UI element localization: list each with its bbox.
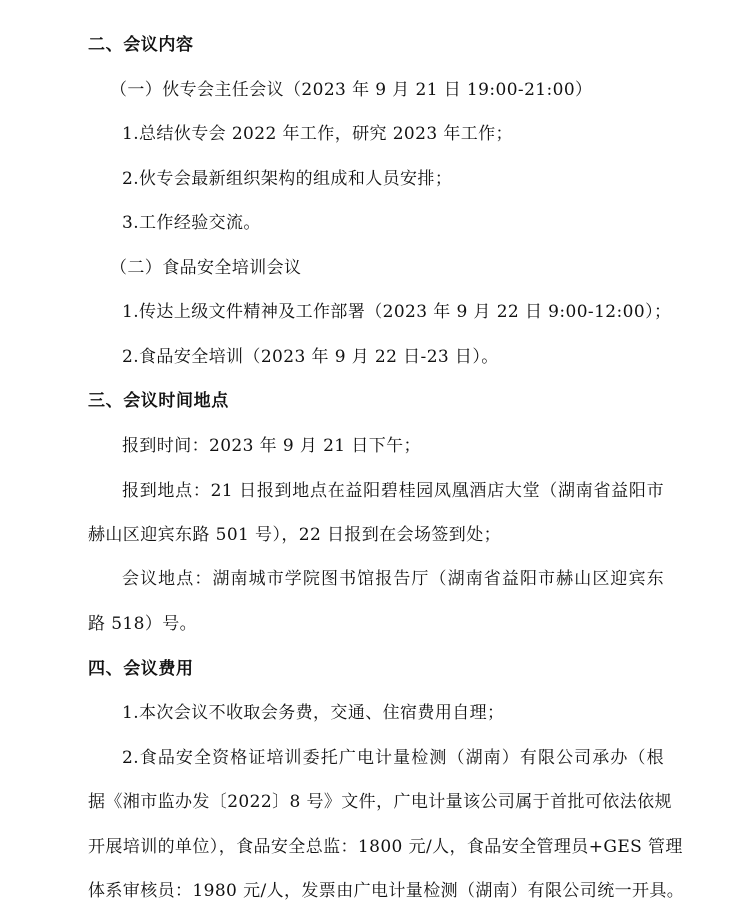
fee-item-continued: 体系审核员：1980 元/人，发票由广电计量检测（湖南）有限公司统一开具。 <box>88 881 685 901</box>
list-item: 1.传达上级文件精神及工作部署（2023 年 9 月 22 日 9:00-12:00）； <box>122 302 672 322</box>
meeting-place-text: 会议地点：湖南城市学院图书馆报告厅（湖南省益阳市赫山区迎宾东 <box>122 569 664 589</box>
section-heading-fees: 四、会议费用 <box>88 659 194 679</box>
fee-item: 2.食品安全资格证培训委托广电计量检测（湖南）有限公司承办（根 <box>122 748 664 768</box>
list-item: 1.总结伙专会 2022 年工作，研究 2023 年工作； <box>122 124 513 144</box>
report-place-text: 报到地点：21 日报到地点在益阳碧桂园凤凰酒店大堂（湖南省益阳市 <box>122 481 664 501</box>
report-place-text-continued: 赫山区迎宾东路 501 号），22 日报到在会场签到处； <box>88 525 501 545</box>
fee-item: 1.本次会议不收取会务费，交通、住宿费用自理； <box>122 703 505 723</box>
report-time-text: 报到时间：2023 年 9 月 21 日下午； <box>122 436 421 456</box>
section-heading-time-place: 三、会议时间地点 <box>88 391 229 411</box>
list-item: 2.伙专会最新组织架构的组成和人员安排； <box>122 169 453 189</box>
fee-item-continued: 开展培训的单位），食品安全总监：1800 元/人，食品安全管理员+GES 管理 <box>88 837 683 857</box>
subsection-title-food-safety-training: （二）食品安全培训会议 <box>110 258 302 278</box>
section-heading-meeting-content: 二、会议内容 <box>88 35 194 55</box>
list-item: 2.食品安全培训（2023 年 9 月 22 日-23 日）。 <box>122 347 499 367</box>
subsection-title-director-meeting: （一）伙专会主任会议（2023 年 9 月 21 日 19:00-21:00） <box>110 80 593 100</box>
list-item: 3.工作经验交流。 <box>122 213 261 233</box>
meeting-place-text-continued: 路 518）号。 <box>88 614 198 634</box>
fee-item-continued: 据《湘市监办发〔2022〕8 号》文件，广电计量该公司属于首批可依法依规 <box>88 792 672 812</box>
